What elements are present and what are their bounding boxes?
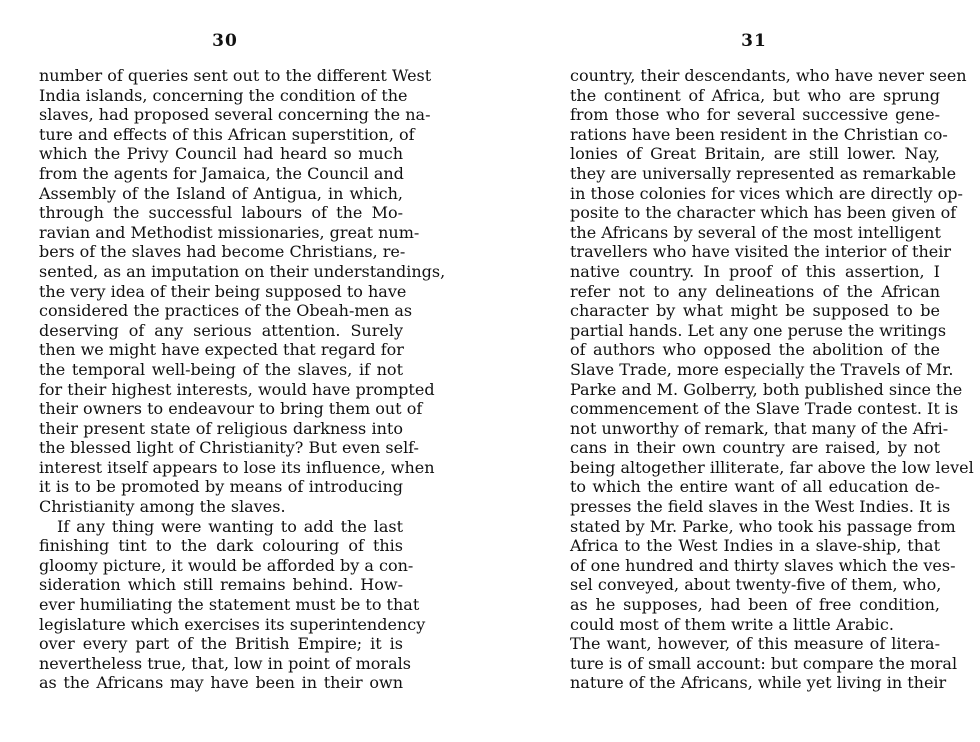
text-line: slaves, had proposed several concerning the na-	[39, 105, 431, 125]
text-line: Parke and M. Golberry, both published since the	[570, 379, 963, 399]
text-line: the blessed light of Christianity? But even self-	[39, 438, 419, 458]
text-line: number of queries sent out to the different West	[39, 66, 432, 85]
text-line: sel conveyed, about twenty-five of them, who,	[570, 575, 942, 595]
page-number: 30	[212, 31, 238, 51]
text-line: to which the entire want of all education de-	[570, 477, 940, 497]
page-number: 31	[741, 31, 767, 51]
text-line: refer not to any delineations of the African	[570, 281, 940, 301]
text-line: from those who for several successive gene-	[570, 105, 940, 125]
text-line: from the agents for Jamaica, the Council and	[39, 163, 404, 183]
text-line: nevertheless true, that, low in point of morals	[39, 653, 411, 673]
text-line: travellers who have visited the interior of their	[570, 242, 951, 262]
text-line: nature of the Africans, while yet living in their	[570, 673, 947, 693]
text-line: posite to the character which has been given of	[570, 203, 957, 223]
text-line: being altogether illiterate, far above the low level	[570, 457, 974, 477]
text-line: the temporal well-being of the slaves, if not	[39, 359, 403, 379]
text-line: country, their descendants, who have never seen	[570, 66, 967, 85]
text-line: commencement of the Slave Trade contest. It is	[570, 399, 959, 419]
text-line: their present state of religious darkness into	[39, 418, 403, 438]
text-line: Africa to the West Indies in a slave-ship, that	[570, 536, 940, 556]
text-line: they are universally represented as remarkable	[570, 163, 957, 183]
text-line: of authors who opposed the abolition of the	[570, 340, 940, 360]
text-line: the continent of Africa, but who are sprung	[570, 85, 940, 105]
text-line: for their highest interests, would have prompted	[39, 379, 435, 399]
text-line: interest itself appears to lose its influence, when	[39, 457, 435, 477]
text-line: stated by Mr. Parke, who took his passage from	[570, 516, 956, 536]
text-line: rations have been resident in the Christian co-	[570, 124, 948, 144]
body-text	[570, 66, 974, 693]
text-line: native country. In proof of this assertion, I	[570, 261, 940, 281]
text-line: ravian and Methodist missionaries, great num-	[39, 222, 420, 242]
text-line: considered the practices of the Obeah-men as	[39, 301, 413, 321]
text-line: deserving of any serious attention. Surely	[39, 320, 403, 340]
text-line: partial hands. Let any one peruse the writings	[570, 320, 947, 340]
text-line: of one hundred and thirty slaves which the ves-	[570, 555, 956, 575]
text-line: through the successful labours of the Mo-	[39, 203, 403, 223]
body-text	[39, 66, 446, 693]
text-line: legislature which exercises its superintendency	[39, 614, 426, 634]
text-line: the Africans by several of the most intelligent	[570, 222, 941, 242]
text-line: Slave Trade, more especially the Travels of Mr.	[570, 359, 954, 379]
text-line: bers of the slaves had become Christians, re-	[39, 242, 406, 262]
text-line: The want, however, of this measure of litera-	[570, 634, 940, 654]
text-line: their owners to endeavour to bring them out of	[39, 399, 423, 419]
text-line: presses the field slaves in the West Indies. It is	[570, 497, 951, 517]
text-line: it is to be promoted by means of introducing	[39, 477, 403, 497]
text-line: character by what might be supposed to be	[570, 301, 940, 321]
text-line: then we might have expected that regard for	[39, 340, 404, 360]
text-line: If any thing were wanting to add the last	[57, 516, 403, 536]
text-line: sented, as an imputation on their understandings,	[39, 261, 446, 281]
text-line: as the Africans may have been in their own	[39, 673, 403, 693]
text-line: over every part of the British Empire; it is	[39, 634, 403, 654]
text-line: could most of them write a little Arabic.	[570, 614, 894, 634]
text-line: gloomy picture, it would be afforded by a con-	[39, 555, 414, 575]
text-line: India islands, concerning the condition of the	[39, 85, 408, 105]
text-line: ever humiliating the statement must be to that	[39, 595, 420, 615]
text-line: cans in their own country are raised, by not	[570, 438, 940, 458]
text-line: sideration which still remains behind. How-	[39, 575, 403, 595]
text-line: which the Privy Council had heard so much	[39, 144, 403, 164]
text-line: not unworthy of remark, that many of the Afri-	[570, 418, 949, 438]
text-line: Assembly of the Island of Antigua, in which,	[39, 183, 403, 203]
text-line: the very idea of their being supposed to have	[39, 281, 407, 301]
text-line: as he supposes, had been of free condition,	[570, 595, 940, 615]
text-line: Christianity among the slaves.	[39, 497, 286, 517]
text-line: lonies of Great Britain, are still lower. Nay,	[570, 144, 940, 164]
text-line: in those colonies for vices which are directly op-	[570, 183, 963, 203]
text-line: finishing tint to the dark colouring of this	[39, 536, 403, 556]
text-line: ture is of small account: but compare the moral	[570, 653, 958, 673]
text-line: ture and effects of this African superstition, of	[39, 124, 415, 144]
right-page	[490, 0, 980, 742]
